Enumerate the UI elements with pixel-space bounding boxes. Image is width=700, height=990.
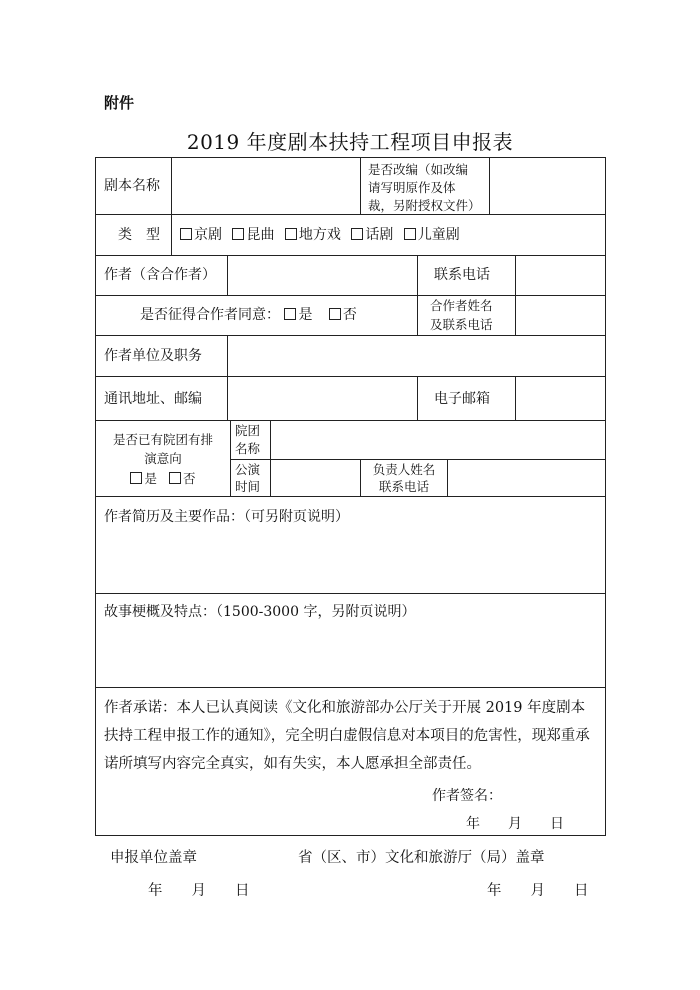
sign-date: 年 月 日	[466, 816, 564, 832]
bio-field[interactable]	[96, 530, 605, 593]
genre-option-local-opera[interactable]: 地方戏	[285, 227, 341, 243]
col-divider	[230, 420, 231, 496]
contact-phone-label: 联系电话	[434, 267, 490, 283]
genre-option-drama[interactable]: 话剧	[351, 227, 393, 243]
adapted-field[interactable]	[490, 158, 605, 214]
adapted-label-line1: 是否改编（如改编	[368, 162, 469, 177]
troupe-name-label-line2: 名称	[235, 441, 261, 456]
signature-label: 作者签名：	[432, 788, 502, 804]
col-divider	[360, 157, 361, 214]
author-label: 作者（含合作者）	[104, 267, 216, 283]
col-divider	[417, 376, 418, 420]
checkbox-icon	[285, 228, 297, 240]
troupe-yes-option[interactable]: 是	[130, 471, 157, 486]
author-unit-label: 作者单位及职务	[104, 348, 202, 364]
table-border-left	[95, 157, 96, 836]
email-field[interactable]	[516, 377, 605, 420]
coauthor-info-label-line2: 及联系电话	[430, 317, 493, 332]
genre-option-kunqu[interactable]: 昆曲	[232, 227, 274, 243]
checkbox-icon	[404, 228, 416, 240]
checkbox-icon	[169, 472, 181, 484]
checkbox-icon	[284, 308, 296, 320]
row-divider	[95, 593, 606, 594]
checkbox-icon	[232, 228, 244, 240]
checkbox-icon	[130, 472, 142, 484]
bio-label: 作者简历及主要作品：（可另附页说明）	[104, 509, 349, 525]
synopsis-field[interactable]	[96, 626, 605, 687]
row-divider	[95, 496, 606, 497]
checkbox-icon	[180, 228, 192, 240]
script-name-field[interactable]	[172, 158, 359, 214]
table-border-bottom	[95, 835, 606, 836]
troupe-name-label-line1: 院团	[235, 423, 261, 438]
responsible-label-line1: 负责人姓名	[372, 462, 436, 477]
dept-seal-date: 年 月 日	[487, 883, 589, 899]
checkbox-icon	[329, 308, 341, 320]
perf-time-label-line1: 公演	[235, 462, 261, 477]
script-name-label: 剧本名称	[104, 178, 160, 194]
perf-time-field[interactable]	[271, 460, 359, 496]
col-divider	[417, 255, 418, 335]
adapted-label-line2: 请写明原作及体	[368, 180, 456, 195]
attachment-label: 附件	[104, 94, 135, 112]
email-label: 电子邮箱	[434, 391, 490, 407]
address-field[interactable]	[228, 377, 416, 420]
pledge-text: 作者承诺：本人已认真阅读《文化和旅游部办公厅关于开展 2019 年度剧本扶持工程申报工作的通知》，完全明白虚假信息对本项目的危害性，现郑重承诺所填写内容完全真实，如有失实，本人愿承担全部责任。	[104, 700, 590, 772]
troupe-intent-options	[96, 469, 230, 488]
troupe-name-field[interactable]	[271, 421, 605, 459]
genre-option-peking-opera[interactable]: 京剧	[180, 227, 222, 243]
troupe-intent-label-line1: 是否已有院团有排	[112, 432, 213, 447]
consent-no-option[interactable]: 否	[329, 307, 357, 323]
row-divider	[95, 687, 606, 688]
coauthor-consent	[140, 305, 357, 325]
author-unit-field[interactable]	[228, 336, 605, 376]
adapted-label-line3: 裁，另附授权文件）	[368, 198, 481, 213]
genre-label: 类 型	[118, 227, 160, 243]
address-label: 通讯地址、邮编	[104, 391, 202, 407]
genre-option-childrens[interactable]: 儿童剧	[404, 227, 460, 243]
responsible-label-line2: 联系电话	[378, 479, 429, 494]
checkbox-icon	[351, 228, 363, 240]
consent-yes-option[interactable]: 是	[284, 307, 312, 323]
contact-phone-field[interactable]	[516, 256, 605, 295]
unit-seal-date: 年 月 日	[148, 883, 250, 899]
troupe-no-option[interactable]: 否	[169, 471, 196, 486]
table-border-right	[605, 157, 606, 836]
genre-options	[180, 225, 460, 245]
dept-seal-label: 省（区、市）文化和旅游厅（局）盖章	[298, 850, 545, 866]
perf-time-label-line2: 时间	[235, 479, 261, 494]
unit-seal-label: 申报单位盖章	[110, 850, 197, 866]
author-field[interactable]	[228, 256, 416, 295]
coauthor-consent-label: 是否征得合作者同意：	[140, 307, 280, 323]
responsible-field[interactable]	[448, 460, 605, 496]
coauthor-info-label-line1: 合作者姓名	[430, 298, 493, 313]
coauthor-info-field[interactable]	[516, 296, 605, 335]
troupe-intent-label-line2: 演意向	[144, 451, 182, 466]
page-title: 2019 年度剧本扶持工程项目申报表	[186, 130, 514, 154]
synopsis-label: 故事梗概及特点：（1500-3000 字，另附页说明）	[104, 604, 416, 620]
